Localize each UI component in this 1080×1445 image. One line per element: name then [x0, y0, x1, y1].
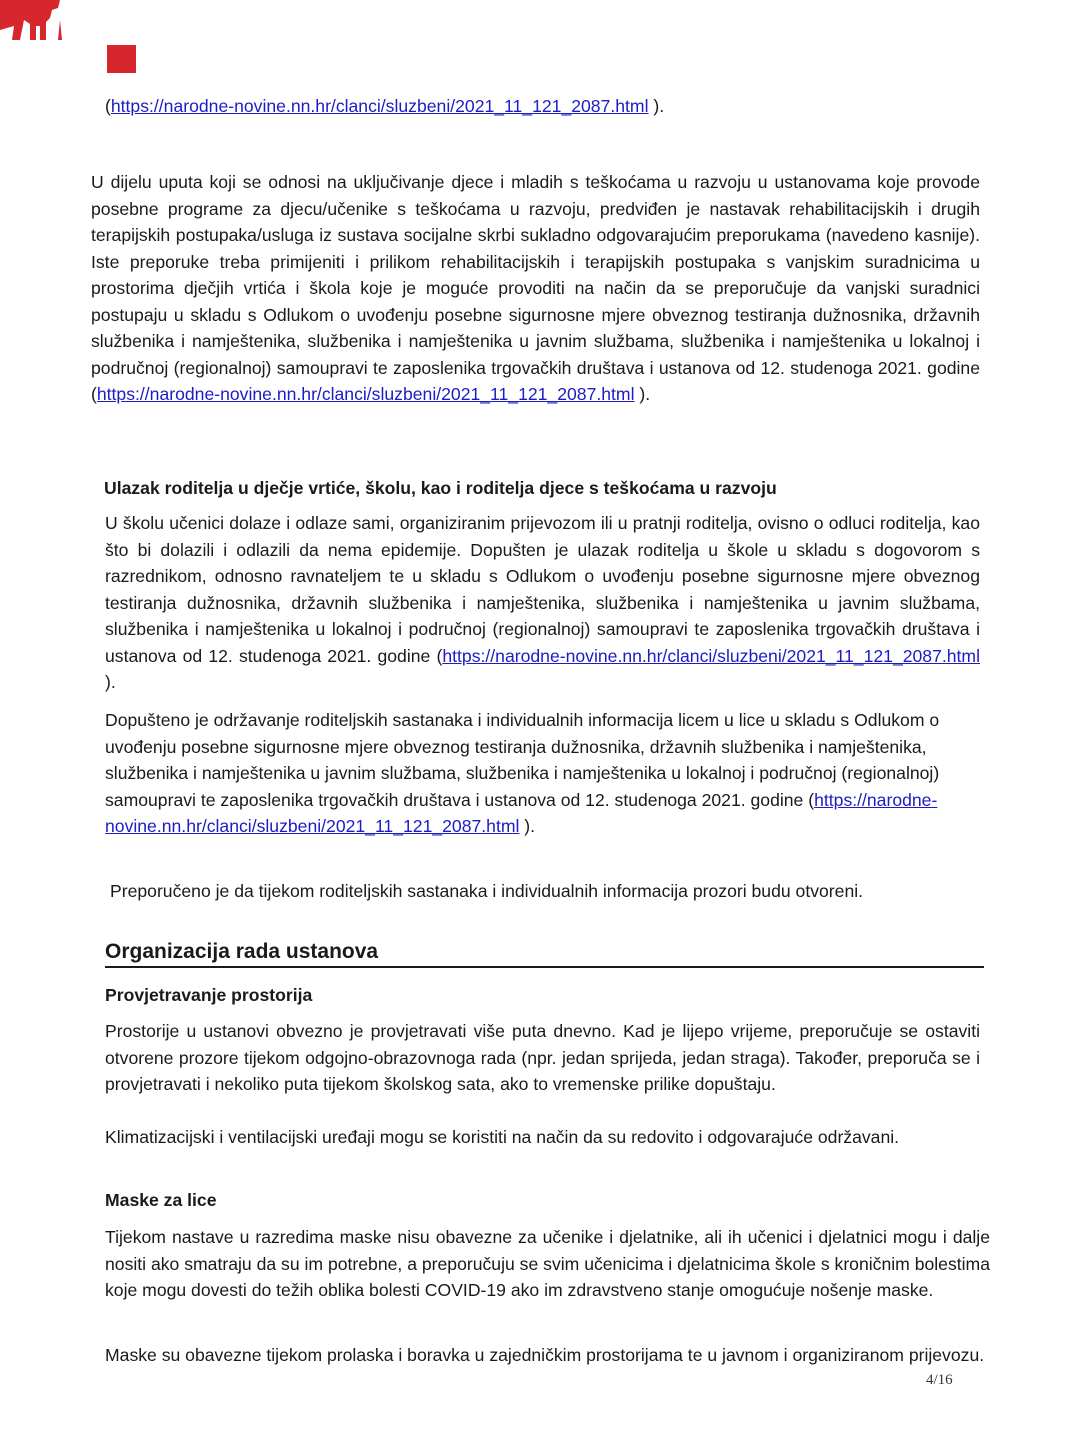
paren-close: ). [648, 96, 665, 116]
gazette-link[interactable]: https://narodne-novine.nn.hr/clanci/sluzbeni/2021_11_121_2087.html [105, 789, 938, 836]
page-number: 4/16 [926, 1372, 953, 1388]
paragraph-ventilation: Prostorije u ustanovi obvezno je provjetravati više puta dnevno. Kad je lijepo vrijeme, preporučuje se ostaviti otvorene prozore tijekom odgojno-obrazovnoga rada (npr. jedan sprijeda, jedan straga). Također, preporuča se i provjetravati i nekoliko puta tijekom školskog sata, ako to vremenske prilike dopuštaju. [105, 1021, 980, 1094]
paragraph-text: U školu učenici dolaze i odlaze sami, organiziranim prijevozom ili u pratnji roditelja, ovisno o odluci roditelja, kao što bi dolazili i odlazili da nema epidemije. Dopušten je ulazak roditelja u škole u skladu s dogovorom s razrednikom, odnosno ravnateljem te u skladu s Odlukom o uvođenju posebne sigurnosne mjere obveznog testiranja dužnosnika, državnih službenika i namještenika, službenika i namještenika u javnim službama, službenika i namještenika u lokalnoj i područnoj (regionalnoj) samoupravi te zaposlenika trgovačkih društava i ustanova od 12. studenoga 2021. godine ( [105, 513, 980, 666]
gazette-link[interactable]: https://narodne-novine.nn.hr/clanci/sluzbeni/2021_11_121_2087.html [110, 96, 649, 116]
heading-ventilation: Provjetravanje prostorija [105, 985, 313, 1005]
paragraph-windows-open: Preporučeno je da tijekom roditeljskih sastanaka i individualnih informacija prozori budu otvoreni. [110, 881, 864, 901]
heading-face-masks: Maske za lice [105, 1190, 217, 1210]
paren-close: ). [634, 384, 651, 404]
paren-open: ( [105, 96, 111, 116]
logo-red-square [107, 45, 136, 73]
paren-close: ). [519, 816, 536, 836]
paragraph-rehabilitation [91, 169, 980, 408]
paragraph-text: U dijelu uputa koji se odnosi na uključivanje djece i mladih s teškoćama u razvoju u ustanovama koje provode posebne programe za djecu/učenike s teškoćama u razvoju, predviđen je nastavak rehabilitacijskih i drugih terapijskih postupaka/usluga iz sustava socijalne skrbi sukladno odgovarajućim preporukama (navedeno kasnije). Iste preporuke treba primijeniti i prilikom rehabilitacijskih i terapijskih postupaka s vanjskim suradnicima u prostorima dječjih vrtića i škola koje je moguće provoditi na način da se preporučuje da vanjski suradnici postupaju u skladu s Odlukom o uvođenju posebne sigurnosne mjere obveznog testiranja dužnosnika, državnih službenika i namještenika, službenika i namještenika u javnim službama, službenika i namještenika u lokalnoj i područnoj (regionalnoj) samoupravi te zaposlenika trgovačkih društava i ustanova od 12. studenoga 2021. godine ( [91, 172, 980, 404]
paragraph-masks-classes: Tijekom nastave u razredima maske nisu obavezne za učenike i djelatnike, ali ih učenici i djelatnici mogu i dalje nositi ako smatraju da su im potrebne, a preporučuju se svim učenicima i djelatnicima škole s kroničnim bolestima koje mogu dovesti do težih oblika bolesti COVID-19 ako im zdravstveno stanje omogućuje nošenje maske. [105, 1227, 990, 1300]
paragraph-text: Dopušteno je održavanje roditeljskih sastanaka i individualnih informacija licem u lice u skladu s Odlukom o uvođenju posebne sigurnosne mjere obveznog testiranja dužnosnika, državnih službenika i namještenika, službenika i namještenika u javnim službama, službenika i namještenika u lokalnoj i područnoj (regionalnoj) samoupravi te zaposlenika trgovačkih društava i ustanova od 12. studenoga 2021. godine ( [105, 710, 940, 810]
paragraph-air-conditioning: Klimatizacijski i ventilacijski uređaji mogu se koristiti na način da su redovito i odgovarajuće održavani. [105, 1127, 900, 1147]
paragraph-school-arrival [105, 510, 980, 696]
heading-parent-entry: Ulazak roditelja u dječje vrtiće, školu, kao i roditelja djece s teškoćama u razvoju [104, 478, 777, 498]
paren-close: ). [105, 672, 116, 692]
link-paragraph-top [105, 93, 980, 120]
paragraph-masks-common-areas: Maske su obavezne tijekom prolaska i boravka u zajedničkim prostorijama te u javnom i organiziranom prijevozu. [105, 1345, 985, 1365]
gazette-link[interactable]: https://narodne-novine.nn.hr/clanci/sluzbeni/2021_11_121_2087.html [96, 384, 635, 404]
logo-figure-icon [0, 0, 66, 44]
section-title: Organizacija rada ustanova [105, 938, 984, 968]
gazette-link[interactable]: https://narodne-novine.nn.hr/clanci/sluzbeni/2021_11_121_2087.html [442, 645, 980, 666]
paragraph-parent-meetings [105, 707, 980, 840]
